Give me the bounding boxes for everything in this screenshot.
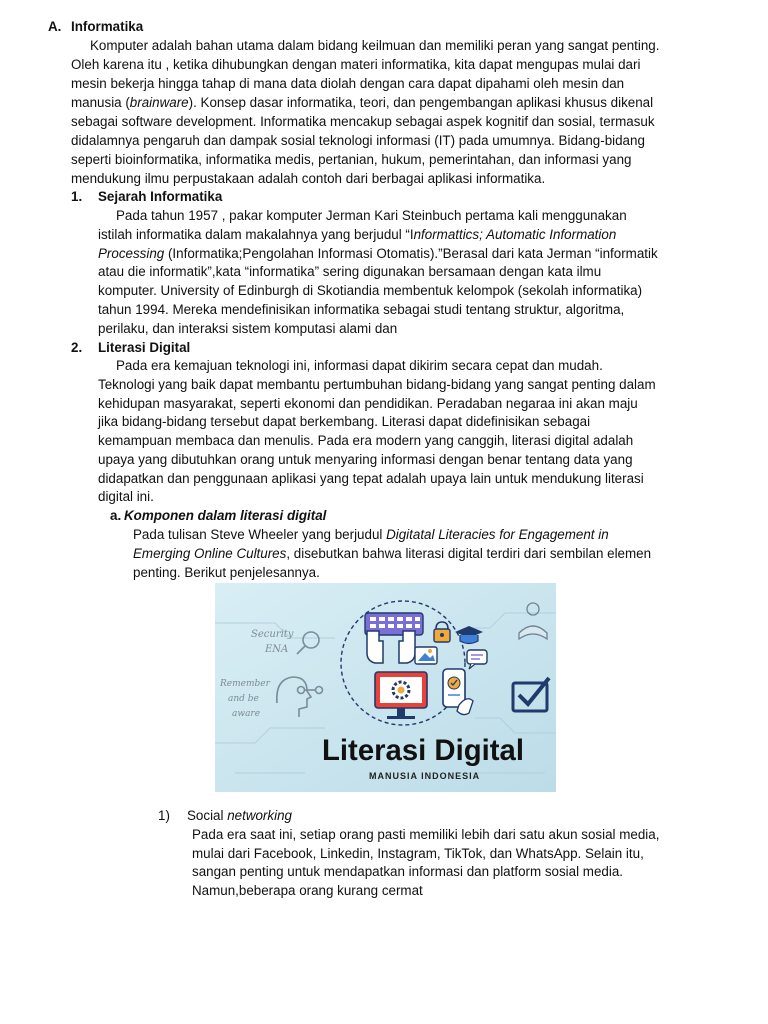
body-line: komputer. University of Edinburgh di Skotiandia membentuk kelompok (sekolah informatika) bbox=[98, 283, 643, 298]
intro-line: mesin bekerja hingga tahap di mana data diolah dengan cara dapat dipahami oleh mesin dan bbox=[71, 76, 625, 91]
body-line bbox=[133, 545, 651, 563]
body-line: upaya yang dibutuhkan orang untuk menyaring informasi dengan benar tentang data yang bbox=[98, 452, 633, 467]
list-marker: 1) bbox=[158, 808, 170, 823]
intro-line: seperti bioinformatika, informatika medis, pertanian, hukum, pemerintahan, dan informasi yang bbox=[71, 152, 632, 167]
body-line: Pada era saat ini, setiap orang pasti memiliki lebih dari satu akun sosial media, bbox=[192, 827, 660, 842]
body-line: atau die informatik”,kata “informatika” sering digunakan bersamaan dengan kata ilmu bbox=[98, 264, 602, 279]
body-line: jika bidang-bidang tersebut dapat berkembang. Literasi dapat didefinisikan sebagai bbox=[98, 414, 591, 429]
body-line: mulai dari Facebook, Linkedin, Instagram, TikTok, dan WhatsApp. Selain itu, bbox=[192, 846, 644, 861]
intro-line: didalamnya pengaruh dan dampak sosial teknologi informasi (IT) pada umumnya. Bidang-bidang bbox=[71, 133, 645, 148]
subsection-marker: 2. bbox=[71, 340, 83, 355]
section-title: Informatika bbox=[71, 19, 144, 34]
literasi-digital-illustration bbox=[215, 583, 556, 792]
figure-note-remember: Remember bbox=[220, 679, 270, 689]
subsection-title: Sejarah Informatika bbox=[98, 189, 223, 204]
subsection-title: Literasi Digital bbox=[98, 340, 191, 355]
body-line: Teknologi yang baik dapat membantu pertumbuhan bidang-bidang yang sangat penting dalam bbox=[98, 377, 656, 392]
intro-line: sebagai software development. Informatika mencakup sebagai aspek kognitif dan sosial, termasuk bbox=[71, 114, 655, 129]
subsubsection-title: Komponen dalam literasi digital bbox=[124, 508, 327, 523]
text-run: Social bbox=[187, 808, 228, 823]
body-line: didapatkan dan penggunaan aplikasi yang tepat adalah upaya lain untuk mendukung literasi bbox=[98, 471, 644, 486]
figure-note-aware: aware bbox=[232, 709, 261, 719]
body-line: tahun 1994. Mereka mendefinisikan informatika sebagai studi tentang struktur, algoritma, bbox=[98, 302, 625, 317]
subsubsection-marker: a. bbox=[110, 508, 122, 523]
body-line: sangan penting untuk mendapatkan informasi dan platform sosial media. bbox=[192, 864, 623, 879]
text-run-italic: nformattics; Automatic Information bbox=[413, 227, 617, 242]
body-line: kehidupan masyarakat, seperti ekonomi dan pendidikan. Peradaban negaraa ini akan maju bbox=[98, 396, 638, 411]
body-line bbox=[98, 245, 658, 263]
intro-line: mendukung ilmu perpustakaan adalah contoh dari berbagai aplikasi informatika. bbox=[71, 171, 546, 186]
intro-line: Oleh karena itu , ketika dihubungkan dengan materi informatika, kita dapat mengupas mulai dari bbox=[71, 57, 641, 72]
body-line: perilaku, dan interaksi sistem komputasi alami dan bbox=[98, 321, 398, 336]
text-run-italic: Processing bbox=[98, 246, 165, 261]
figure-note-security: Security bbox=[251, 629, 294, 640]
text-run-italic: Emerging Online Cultures bbox=[133, 546, 287, 561]
text-run: ). Konsep dasar informatika, teori, dan pengembangan aplikasi khusus dikenal bbox=[188, 95, 654, 110]
intro-line bbox=[71, 94, 653, 112]
text-run: , disebutkan bahwa literasi digital terdiri dari sembilan elemen bbox=[286, 546, 652, 561]
image-icon bbox=[415, 647, 437, 664]
text-run: (Informatika;Pengolahan Informasi Otomatis).”Berasal dari kata Jerman “informatik bbox=[164, 246, 658, 261]
text-run: istilah informatika dalam makalahnya yang berjudul “I bbox=[98, 227, 414, 242]
text-run: manusia ( bbox=[71, 95, 130, 110]
text-run-italic: networking bbox=[227, 808, 292, 823]
figure-title: Literasi Digital bbox=[322, 734, 524, 767]
illustration-svg bbox=[215, 583, 556, 792]
subsection-marker: 1. bbox=[71, 189, 83, 204]
body-line: penting. Berikut penjelesannya. bbox=[133, 565, 320, 580]
text-run-italic: brainware bbox=[129, 95, 189, 110]
body-line bbox=[98, 226, 616, 244]
list-item-title bbox=[187, 807, 292, 825]
intro-line: Komputer adalah bahan utama dalam bidang keilmuan dan memiliki peran yang sangat penting. bbox=[90, 38, 660, 53]
text-run: Pada tulisan Steve Wheeler yang berjudul bbox=[133, 527, 387, 542]
text-run-italic: Digitatal Literacies for Engagement in bbox=[386, 527, 609, 542]
body-line: Pada tahun 1957 , pakar komputer Jerman Kari Steinbuch pertama kali menggunakan bbox=[116, 208, 627, 223]
body-line: Namun,beberapa orang kurang cermat bbox=[192, 883, 423, 898]
section-marker: A. bbox=[48, 19, 62, 34]
figure-note-and-be: and be bbox=[228, 694, 259, 704]
body-line: digital ini. bbox=[98, 489, 154, 504]
body-line: kemampuan membaca dan menulis. Pada era modern yang canggih, literasi digital adalah bbox=[98, 433, 634, 448]
body-line: Pada era kemajuan teknologi ini, informasi dapat dikirim secara cepat dan mudah. bbox=[116, 358, 603, 373]
body-line bbox=[133, 526, 609, 544]
figure-subtitle: MANUSIA INDONESIA bbox=[369, 771, 481, 781]
figure-note-ena: ENA bbox=[265, 644, 289, 655]
